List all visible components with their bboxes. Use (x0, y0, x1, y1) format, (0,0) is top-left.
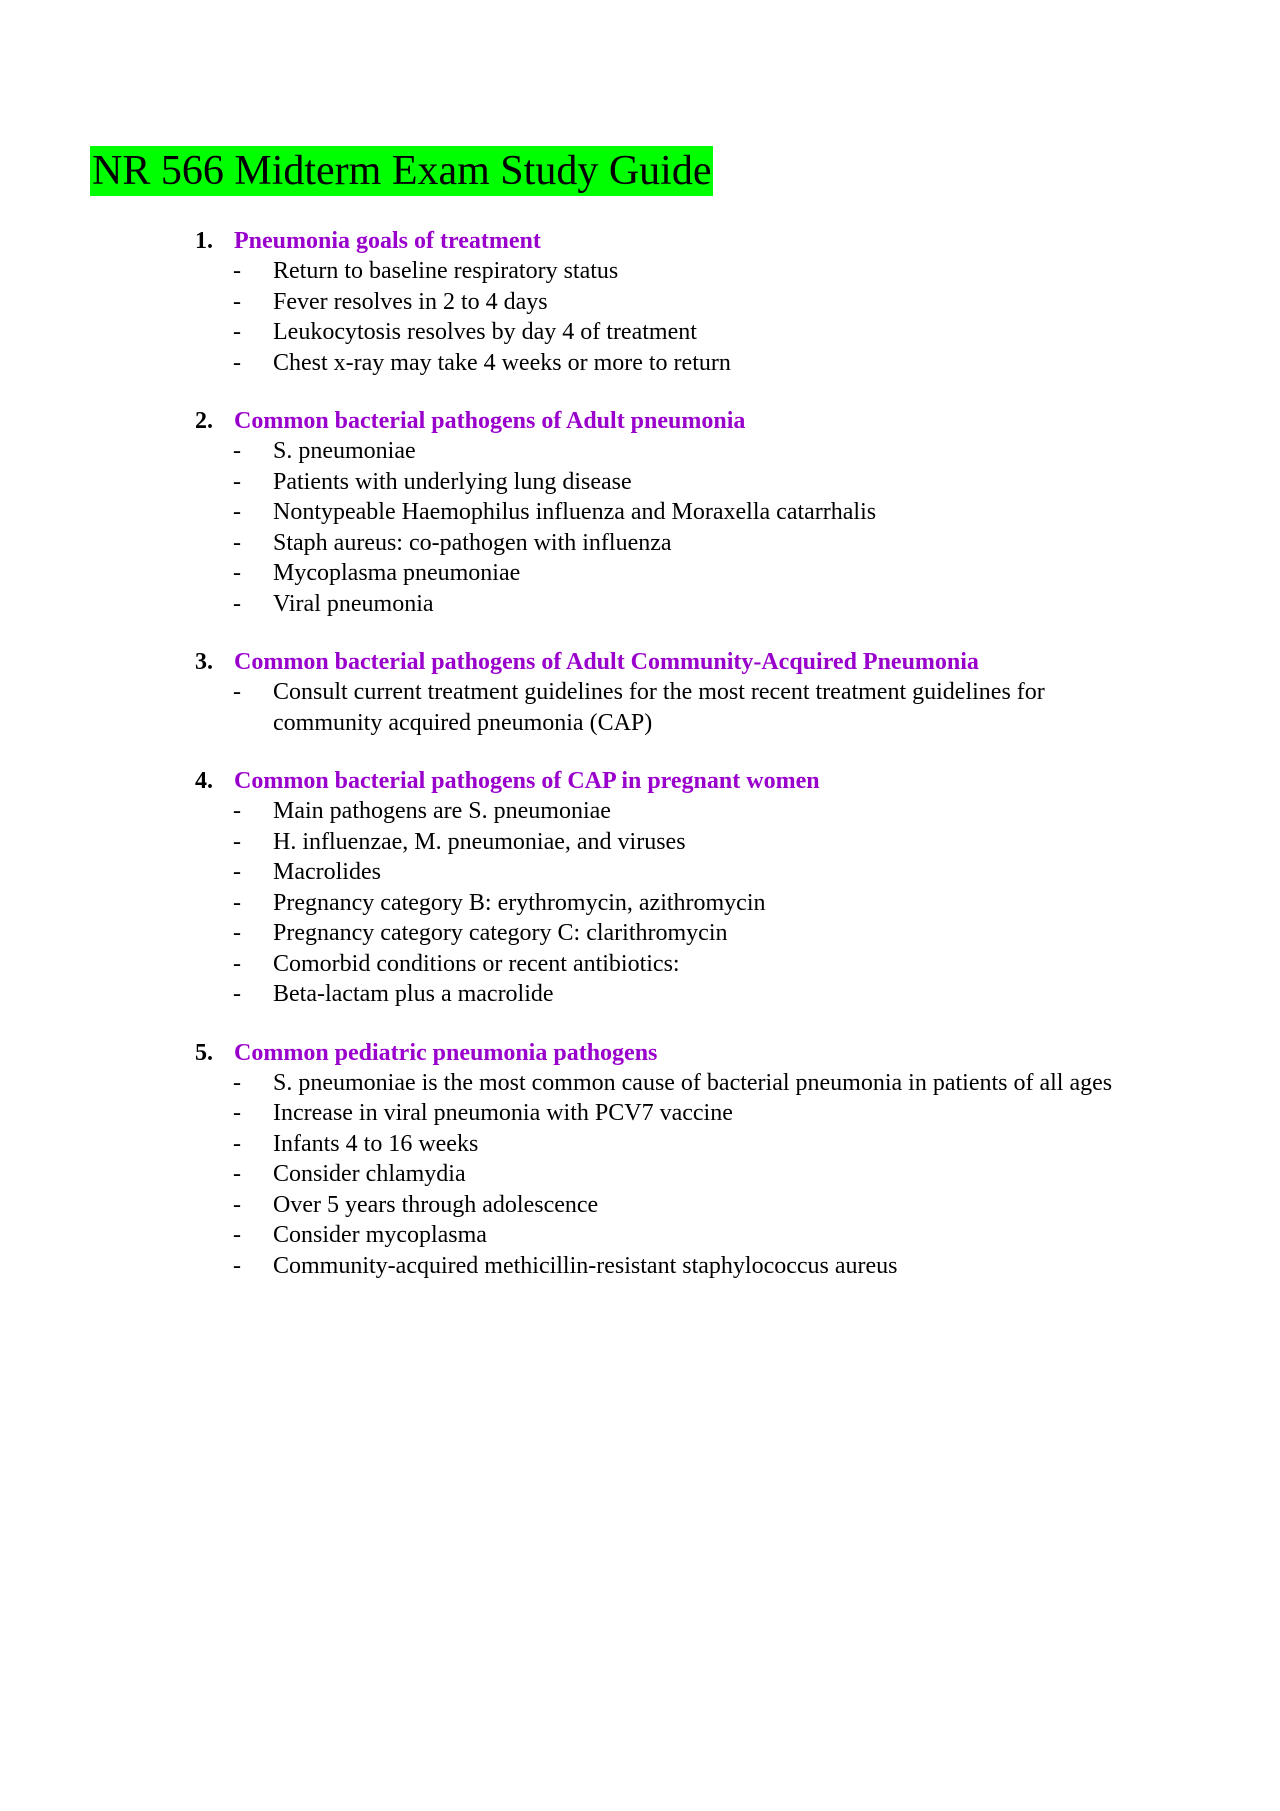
dash-bullet-icon: - (233, 258, 241, 284)
list-item (0, 857, 1143, 888)
list-item-text: Increase in viral pneumonia with PCV7 vaccine (273, 1100, 733, 1126)
dash-bullet-icon: - (233, 981, 241, 1007)
list-item (0, 1129, 1143, 1160)
list-item (0, 949, 1143, 980)
list-item (0, 317, 1143, 348)
dash-bullet-icon: - (233, 798, 241, 824)
dash-bullet-icon: - (233, 950, 241, 977)
section-heading: Common bacterial pathogens of CAP in pregnant women (234, 768, 820, 794)
list-item (0, 558, 1143, 589)
list-item (0, 1098, 1143, 1129)
list-item-text: S. pneumoniae (273, 438, 416, 464)
section-number: 3. (195, 649, 213, 675)
section-heading-row (0, 1038, 1280, 1068)
list-item-text: S. pneumoniae is the most common cause of bacterial pneumonia in patients of all ages (273, 1069, 1113, 1096)
list-item (0, 256, 1143, 287)
list-item (0, 1159, 1143, 1190)
section-heading-row (0, 226, 1280, 256)
list-item (0, 796, 1143, 827)
section-heading-row (0, 647, 1280, 677)
list-item (0, 979, 1143, 1010)
list-item (0, 497, 1143, 528)
dash-bullet-icon: - (233, 1130, 241, 1157)
section-number: 2. (195, 408, 213, 434)
list-item-text: Community-acquired methicillin-resistant staphylococcus aureus (273, 1252, 898, 1279)
list-item (0, 287, 1143, 318)
list-item-text: Consider chlamydia (273, 1161, 466, 1187)
dash-bullet-icon: - (233, 1069, 241, 1096)
list-item (0, 348, 1143, 379)
section-1 (0, 226, 1280, 378)
dash-bullet-icon: - (233, 1161, 241, 1187)
list-item-text: Fever resolves in 2 to 4 days (273, 288, 548, 315)
list-item-text: Leukocytosis resolves by day 4 of treatment (273, 319, 697, 345)
list-item-text: Macrolides (273, 859, 381, 885)
list-item (0, 528, 1143, 559)
section-number: 4. (195, 768, 213, 794)
list-item-text: Main pathogens are S. pneumoniae (273, 798, 611, 824)
list-item-text: Chest x-ray may take 4 weeks or more to return (273, 349, 731, 376)
dash-bullet-icon: - (233, 319, 241, 345)
section-heading: Common bacterial pathogens of Adult Community-Acquired Pneumonia (234, 649, 979, 675)
list-item-text: Comorbid conditions or recent antibiotics: (273, 950, 680, 977)
list-item-text: Patients with underlying lung disease (273, 468, 632, 495)
dash-bullet-icon: - (233, 828, 241, 855)
dash-bullet-icon: - (233, 349, 241, 376)
list-item (0, 1068, 1143, 1099)
section-heading-row (0, 766, 1280, 796)
bullet-list (0, 677, 1280, 738)
title-wrap (90, 146, 713, 196)
dash-bullet-icon: - (233, 1191, 241, 1218)
dash-bullet-icon: - (233, 288, 241, 315)
list-item-text: Over 5 years through adolescence (273, 1191, 599, 1218)
dash-bullet-icon: - (233, 1222, 241, 1248)
dash-bullet-icon: - (233, 468, 241, 495)
bullet-list (0, 796, 1280, 1010)
dash-bullet-icon: - (233, 499, 241, 525)
section-heading: Common pediatric pneumonia pathogens (234, 1039, 658, 1066)
dash-bullet-icon: - (233, 438, 241, 464)
dash-bullet-icon: - (233, 1100, 241, 1126)
list-item-text: Infants 4 to 16 weeks (273, 1130, 479, 1157)
dash-bullet-icon: - (233, 529, 241, 556)
section-4 (0, 766, 1280, 1010)
list-item (0, 827, 1143, 858)
bullet-list (0, 436, 1280, 619)
section-3 (0, 647, 1280, 738)
list-item (0, 677, 1143, 738)
section-heading: Common bacterial pathogens of Adult pneumonia (234, 408, 746, 434)
list-item (0, 918, 1143, 949)
list-item-text: Viral pneumonia (273, 590, 434, 617)
section-number: 1. (195, 228, 213, 254)
sections-list (0, 226, 1280, 1309)
bullet-list (0, 256, 1280, 378)
section-5 (0, 1038, 1280, 1282)
list-item (0, 436, 1143, 467)
section-number: 5. (195, 1039, 213, 1066)
page-title: NR 566 Midterm Exam Study Guide (92, 148, 712, 194)
dash-bullet-icon: - (233, 920, 241, 946)
list-item-text: Mycoplasma pneumoniae (273, 560, 521, 586)
list-item-text: Return to baseline respiratory status (273, 258, 619, 284)
dash-bullet-icon: - (233, 560, 241, 586)
dash-bullet-icon: - (233, 889, 241, 916)
dash-bullet-icon: - (233, 859, 241, 885)
list-item-text: Beta-lactam plus a macrolide (273, 981, 554, 1007)
bullet-list (0, 1068, 1280, 1282)
list-item-text: Consider mycoplasma (273, 1222, 487, 1248)
list-item-text: Consult current treatment guidelines for the most recent treatment guidelines for community acquired pneumonia (CAP) (273, 679, 1045, 736)
dash-bullet-icon: - (233, 590, 241, 617)
list-item-text: H. influenzae, M. pneumoniae, and viruses (273, 828, 686, 855)
list-item (0, 589, 1143, 620)
dash-bullet-icon: - (233, 679, 241, 705)
section-heading-row (0, 406, 1280, 436)
list-item-text: Pregnancy category B: erythromycin, azithromycin (273, 889, 766, 916)
list-item (0, 1220, 1143, 1251)
list-item (0, 1190, 1143, 1221)
section-2 (0, 406, 1280, 619)
list-item (0, 467, 1143, 498)
list-item-text: Pregnancy category category C: clarithromycin (273, 920, 728, 946)
list-item (0, 1251, 1143, 1282)
list-item (0, 888, 1143, 919)
dash-bullet-icon: - (233, 1252, 241, 1279)
list-item-text: Nontypeable Haemophilus influenza and Moraxella catarrhalis (273, 499, 877, 525)
section-heading: Pneumonia goals of treatment (234, 228, 541, 254)
list-item-text: Staph aureus: co-pathogen with influenza (273, 529, 672, 556)
